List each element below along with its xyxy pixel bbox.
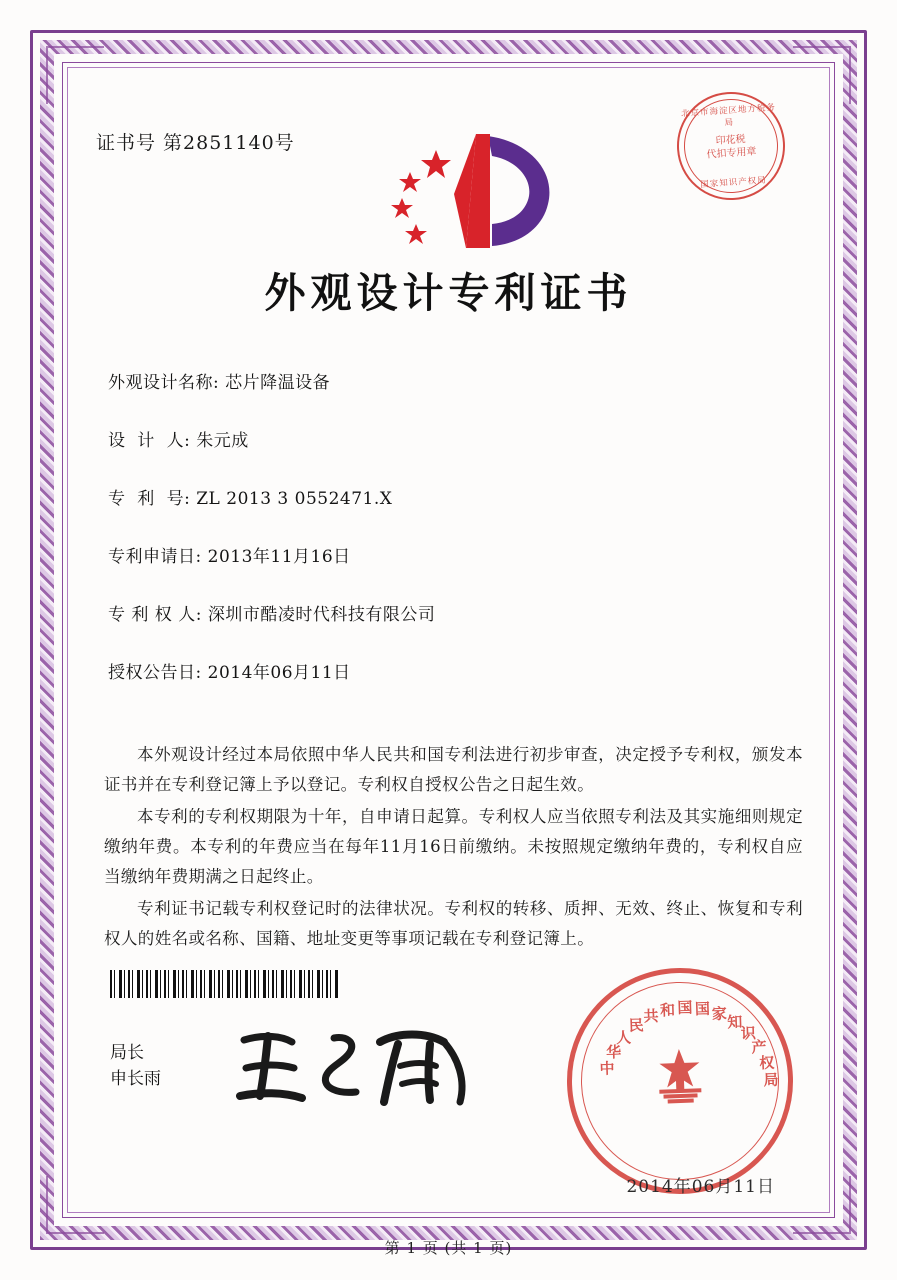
director-role-label: 局长 bbox=[110, 1043, 144, 1063]
tax-stamp-arc-top: 北京市海淀区地方税务局 bbox=[680, 102, 777, 129]
page-footer: 第 1 页 (共 1 页) bbox=[384, 1239, 513, 1257]
field-design-name: 外观设计名称: 芯片降温设备 bbox=[108, 373, 331, 393]
national-seal-icon bbox=[563, 964, 797, 1198]
national-seal-text: 中 华 人 民 共 和 国 国 家 知 识 产 权 局 bbox=[599, 998, 779, 1090]
legal-paragraph-3: 专利证书记载专利权登记时的法律状况。专利权的转移、质押、无效、终止、恢复和专利权人的姓名或名称、国籍、地址变更等事项记载在专利登记簿上。 bbox=[104, 899, 803, 948]
signature-block bbox=[110, 1040, 161, 1092]
handwritten-signature-icon bbox=[230, 1022, 490, 1112]
stamp-date: 2014年06月11日 bbox=[626, 1177, 775, 1197]
tax-stamp-icon bbox=[673, 88, 788, 203]
field-application-date: 专利申请日: 2013年11月16日 bbox=[108, 547, 351, 567]
director-name-label: 申长雨 bbox=[110, 1069, 161, 1089]
field-patentee: 专 利 权 人: 深圳市酷凌时代科技有限公司 bbox=[108, 605, 436, 625]
tax-stamp-middle: 印花税 代扣专用章 bbox=[706, 133, 757, 161]
legal-paragraph-2: 本专利的专利权期限为十年，自申请日起算。专利权人应当依照专利法及其实施细则规定缴纳年费。本专利的年费应当在每年11月16日前缴纳。未按照规定缴纳年费的，专利权自应当缴纳年费期满之日起终止。 bbox=[104, 807, 803, 886]
field-grant-date: 授权公告日: 2014年06月11日 bbox=[108, 663, 351, 683]
national-emblem-icon bbox=[648, 1046, 712, 1110]
certificate-content bbox=[80, 80, 817, 1200]
legal-text bbox=[104, 740, 803, 956]
page-title: 外观设计专利证书 bbox=[264, 269, 633, 317]
barcode bbox=[110, 970, 340, 998]
legal-paragraph-1: 本外观设计经过本局依照中华人民共和国专利法进行初步审查，决定授予专利权，颁发本证书并在专利登记簿上予以登记。专利权自授权公告之日起生效。 bbox=[104, 745, 803, 794]
tax-stamp-arc-bottom: 国家知识产权局 bbox=[700, 175, 768, 191]
sipo-logo-icon bbox=[380, 128, 570, 256]
field-designer: 设 计 人: 朱元成 bbox=[108, 431, 249, 451]
certificate-number: 证书号 第2851140号 bbox=[96, 132, 295, 154]
fields-list bbox=[108, 368, 807, 716]
field-patent-number: 专 利 号: ZL 2013 3 0552471.X bbox=[108, 489, 393, 509]
